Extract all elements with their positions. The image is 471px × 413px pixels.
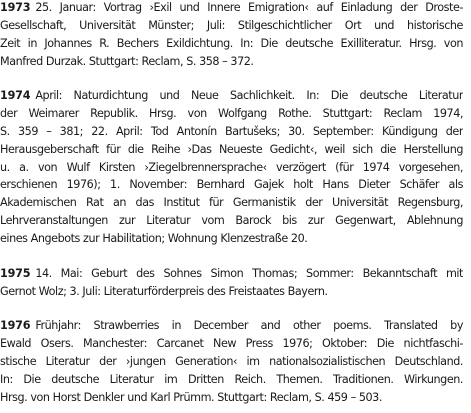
entry-line: Akademischen Rat an das Institut für Germanistik der Universität Regensburg, [0,196,463,210]
entry-line [0,87,463,105]
chronology-entry-1975 [0,265,463,301]
entry-year: 1974 [0,89,31,102]
entry-text: Frühjahr: Strawberries in December and other poems. Translated by [35,319,463,332]
entry-line: der Weimarer Republik. Hrsg. von Wolfgang Rothe. Stuttgart: Reclam 1974, [0,106,463,120]
entry-line: Gesellschaft, Universität Münster; Juli: Stilgeschichtlicher Ort und historische [0,18,463,32]
entry-text: 14. Mai: Geburt des Sohnes Simon Thomas; Sommer: Bekanntschaft mit [35,267,463,280]
entry-line [0,317,463,335]
entry-line: Lehrveranstaltungen zur Literatur vom Barock bis zur Gegenwart, Ablehnung [0,214,463,228]
entry-line: Herausgeberschaft für die Reihe ›Das Neueste Gedicht‹, weil sich die Herstellung [0,142,463,156]
entry-line: Zeit in Johannes R. Bechers Exildichtung. In: Die deutsche Exilliteratur. Hrsg. von [0,36,463,50]
entry-year: 1976 [0,319,31,332]
entry-line: Ewald Osers. Manchester: Carcanet New Press 1976; Oktober: Die nichtfaschi- [0,336,463,350]
entry-line: Hrsg. von Horst Denkler und Karl Prümm. Stuttgart: Reclam, S. 459 – 503. [0,390,382,404]
entry-line: eines Angebots zur Habilitation; Wohnung Klenzestraße 20. [0,232,308,246]
entry-line [0,265,463,283]
entry-year: 1975 [0,267,31,280]
entry-line: u. a. von Wulf Kirsten ›Ziegelbrennersprache‹ verzögert (für 1974 vorgesehen, [0,160,463,174]
chronology-entry-1974 [0,87,463,248]
entry-line: erschienen 1976); 1. November: Bernhard Gajek holt Hans Dieter Schäfer als [0,178,463,192]
chronology-entry-1976 [0,317,463,406]
entry-text: April: Naturdichtung und Neue Sachlichkeit. In: Die deutsche Literatur [35,89,463,102]
entry-line: stische Literatur der ›jungen Generation‹ im nationalsozialistischen Deutschland. [0,354,463,368]
entry-line: Gernot Wolz; 3. Juli: Literaturförderpreis des Freistaates Bayern. [0,284,328,298]
entry-line: S. 359 – 381; 22. April: Tod Antonín Bartušeks; 30. September: Kündigung der [0,124,463,138]
entry-year: 1973 [0,1,31,14]
entry-line [0,0,463,17]
chronology-entry-1973 [0,0,463,71]
entry-line: Manfred Durzak. Stuttgart: Reclam, S. 358 – 372. [0,54,254,68]
entry-text: 25. Januar: Vortrag ›Exil und Innere Emigration‹ auf Einladung der Droste- [35,1,463,14]
entry-line: In: Die deutsche Literatur im Dritten Reich. Themen. Traditionen. Wirkungen. [0,372,463,386]
